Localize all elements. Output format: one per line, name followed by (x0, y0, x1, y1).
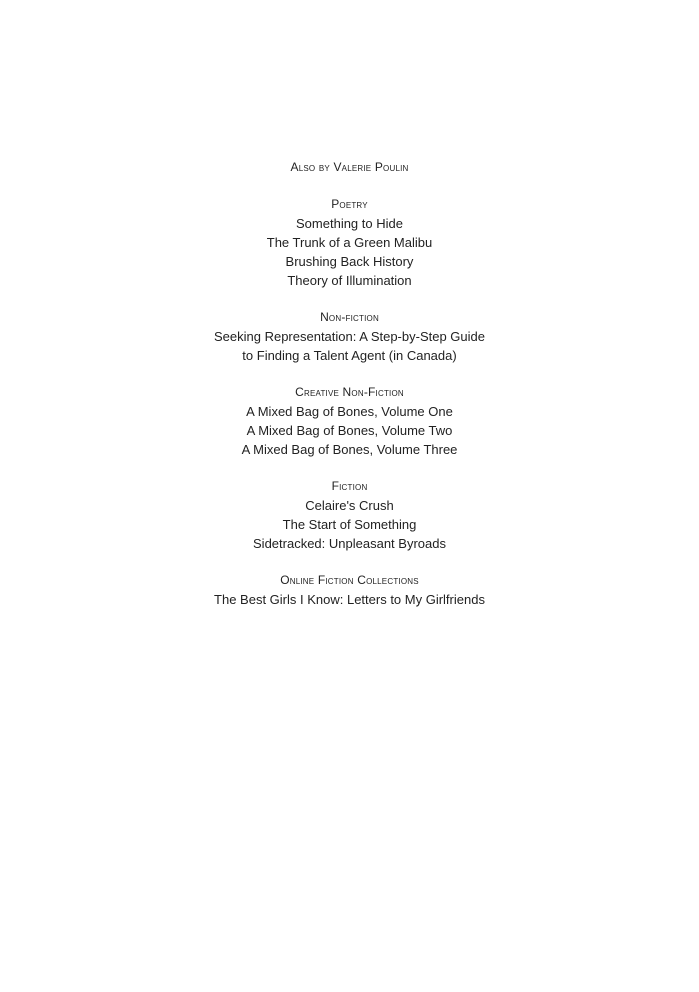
book-title-continuation: to Finding a Talent Agent (in Canada) (242, 348, 457, 363)
section-poetry (0, 195, 699, 290)
book-title: A Mixed Bag of Bones, Volume Three (241, 442, 458, 457)
section-creative-non-fiction (0, 383, 699, 459)
section-non-fiction (0, 308, 699, 365)
book-title: The Start of Something (282, 517, 417, 532)
section-heading: Online Fiction Collections (280, 573, 419, 587)
book-title: Theory of Illumination (287, 273, 412, 288)
section-fiction (0, 477, 699, 553)
section-heading: Fiction (331, 479, 368, 493)
book-title: Something to Hide (296, 216, 403, 231)
book-title: Celaire's Crush (305, 498, 394, 513)
book-title: Sidetracked: Unpleasant Byroads (253, 536, 446, 551)
book-title: The Trunk of a Green Malibu (266, 235, 433, 250)
page-title: Also by Valerie Poulin (290, 160, 409, 174)
book-title: Seeking Representation: A Step-by-Step Guide (213, 329, 485, 344)
section-online-fiction-collections (0, 571, 699, 609)
section-heading: Non-fiction (320, 310, 379, 324)
book-title: Brushing Back History (285, 254, 414, 269)
book-title: The Best Girls I Know: Letters to My Girlfriends (214, 592, 485, 607)
section-heading: Creative Non-Fiction (295, 385, 404, 399)
book-title: A Mixed Bag of Bones, Volume Two (246, 423, 453, 438)
also-by-page (0, 158, 699, 627)
section-heading: Poetry (331, 197, 368, 211)
book-title: A Mixed Bag of Bones, Volume One (246, 404, 453, 419)
